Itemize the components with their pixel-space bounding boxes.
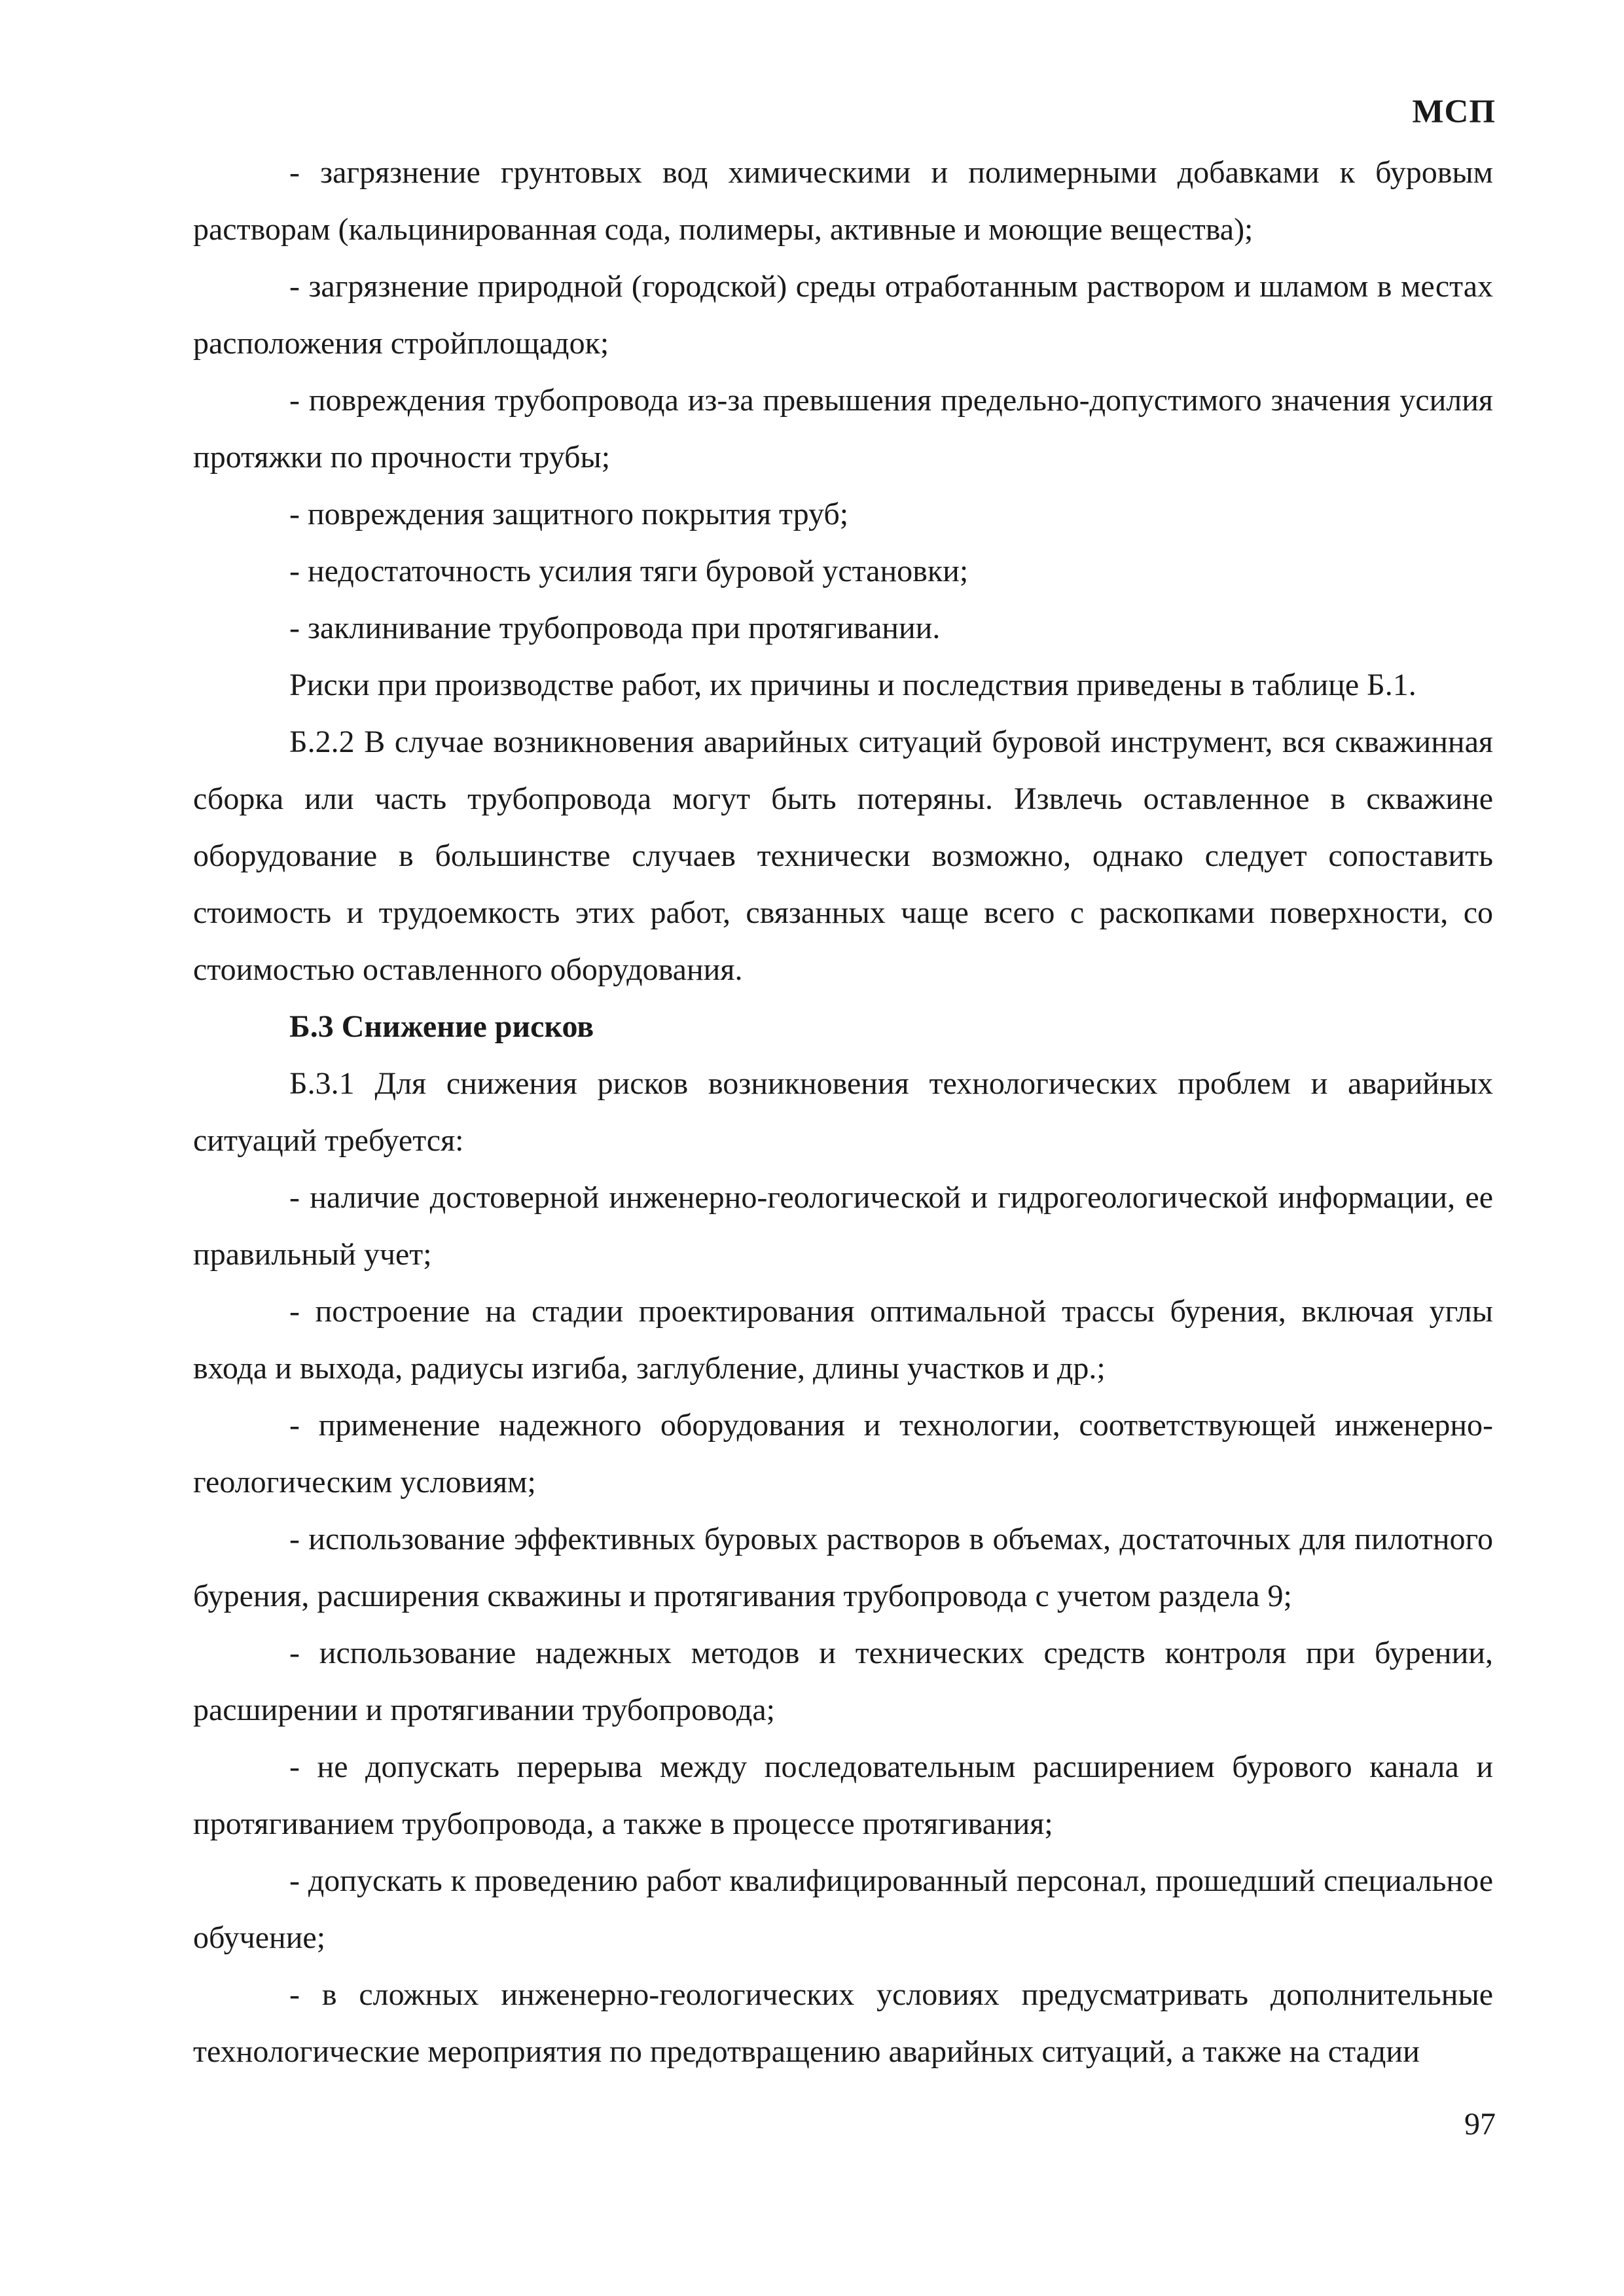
page-body [193, 144, 1493, 2080]
paragraph-insufficient-thrust: - недостаточность усилия тяги буровой установки; [289, 554, 969, 588]
paragraph-reliable-geo-info: - наличие достоверной инженерно-геологической и гидрогеологической информации, ее правильный учет; [193, 1180, 1493, 1272]
paragraph-control-methods: - использование надежных методов и технических средств контроля при бурении, расширении и протягивании трубопровода; [193, 1636, 1493, 1727]
page-number: 97 [1464, 2107, 1496, 2142]
paragraph-complex-conditions: - в сложных инженерно-геологических условиях предусматривать дополнительные технологические мероприятия по предотвращению аварийных ситуаций, а также на стадии [193, 1977, 1493, 2069]
paragraph-pipeline-jamming: - заклинивание трубопровода при протягивании. [289, 611, 941, 645]
paragraph-risk-table-reference: Риски при производстве работ, их причины и последствия приведены в таблице Б.1. [289, 668, 1416, 702]
section-heading-b3: Б.3 Снижение рисков [289, 1009, 594, 1044]
paragraph-optimal-route: - построение на стадии проектирования оптимальной трассы бурения, включая углы входа и выхода, радиусы изгиба, заглубление, длины участков и др.; [193, 1294, 1493, 1386]
paragraph-pipeline-damage: - повреждения трубопровода из-за превышения предельно-допустимого значения усилия протяжки по прочности трубы; [193, 383, 1493, 475]
paragraph-b-2-2: Б.2.2 В случае возникновения аварийных ситуаций буровой инструмент, вся скважинная сборка или часть трубопровода могут быть потеряны. Извлечь оставленное в скважине оборудование в большинстве случаев технически возможно, однако следует сопоставить стоимость и трудоемкость этих работ, связанных чаще всего с раскопками поверхности, со стоимостью оставленного оборудования. [193, 725, 1493, 987]
paragraph-qualified-personnel: - допускать к проведению работ квалифицированный персонал, прошедший специальное обучение; [193, 1863, 1493, 1955]
paragraph-b-3-1: Б.3.1 Для снижения рисков возникновения технологических проблем и аварийных ситуаций требуется: [193, 1066, 1493, 1158]
paragraph-environment-pollution: - загрязнение природной (городской) среды отработанным раствором и шламом в местах расположения стройплощадок; [193, 269, 1493, 361]
paragraph-groundwater-pollution: - загрязнение грунтовых вод химическими и полимерными добавками к буровым растворам (кальцинированная сода, полимеры, активные и моющие вещества); [193, 155, 1493, 247]
paragraph-no-interruption: - не допускать перерыва между последовательным расширением бурового канала и протягиванием трубопровода, а также в процессе протягивания; [193, 1749, 1493, 1841]
paragraph-coating-damage: - повреждения защитного покрытия труб; [289, 497, 849, 531]
paragraph-reliable-equipment: - применение надежного оборудования и технологии, соответствующей инженерно-геологическим условиям; [193, 1408, 1493, 1499]
paragraph-drilling-fluids: - использование эффективных буровых растворов в объемах, достаточных для пилотного бурения, расширения скважины и протягивания трубопровода с учетом раздела 9; [193, 1522, 1493, 1613]
document-code-header: МСП [1412, 94, 1496, 130]
